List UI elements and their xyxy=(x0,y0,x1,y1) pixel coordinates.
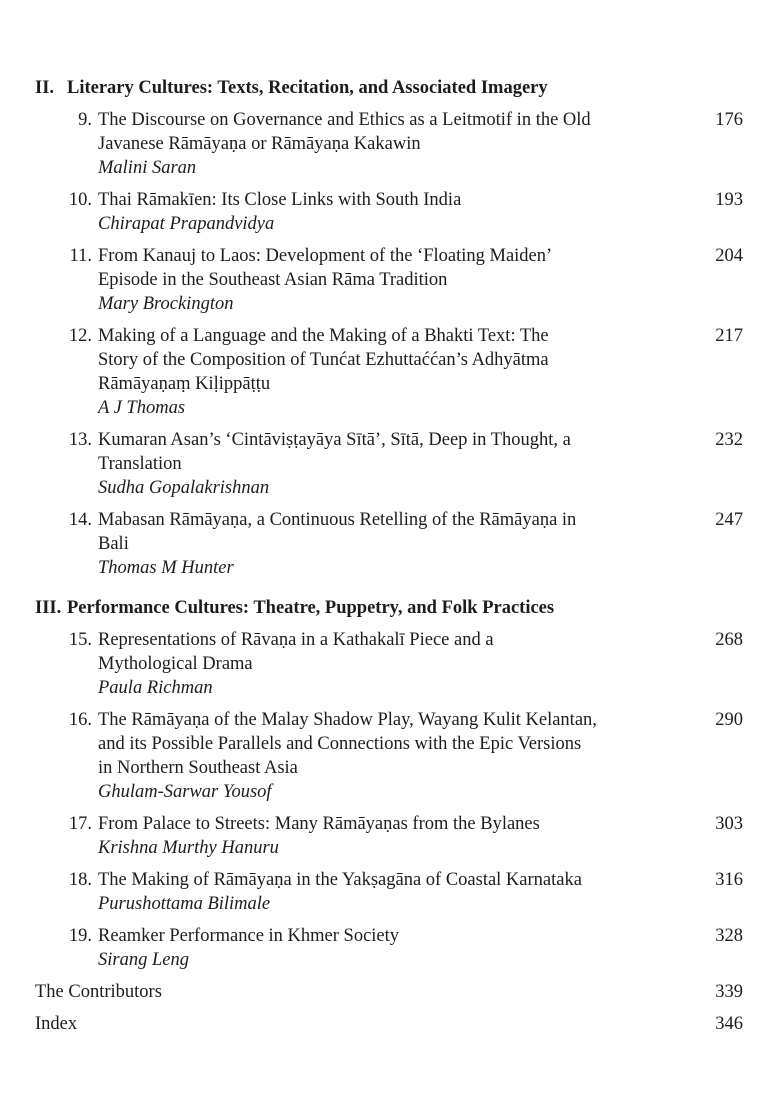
chapter-title-line: Rāmāyaṇaṃ Kiḷippāṭṭu xyxy=(98,374,271,394)
chapter-title-line: Translation xyxy=(98,454,182,474)
chapter-body xyxy=(0,628,780,700)
chapter-number: 17. xyxy=(68,814,92,834)
page-number: 339 xyxy=(715,982,743,1002)
part-heading xyxy=(0,76,780,100)
chapter-body xyxy=(0,708,780,804)
chapter-body xyxy=(0,188,780,236)
page-number: 290 xyxy=(715,710,743,730)
chapter-title-line: Bali xyxy=(98,534,129,554)
chapter-body xyxy=(0,428,780,500)
toc-entry[interactable] xyxy=(0,188,780,236)
chapter-author: Purushottama Bilimale xyxy=(98,894,271,914)
back-matter-entry[interactable] xyxy=(0,980,780,1004)
chapter-title-line: Story of the Composition of Tunćat Ezhuttaććan’s Adhyātma xyxy=(98,350,549,370)
chapter-author: Malini Saran xyxy=(98,158,197,178)
chapter-author: Sirang Leng xyxy=(98,950,189,970)
chapter-number: 16. xyxy=(68,710,92,730)
chapter-title-line: Javanese Rāmāyaṇa or Rāmāyaṇa Kakawin xyxy=(98,134,421,154)
part-title: Performance Cultures: Theatre, Puppetry, and Folk Practices xyxy=(67,598,555,618)
chapter-title-line: Episode in the Southeast Asian Rāma Tradition xyxy=(98,270,448,290)
chapter-title-line: and its Possible Parallels and Connections with the Epic Versions xyxy=(98,734,582,754)
toc-entry[interactable] xyxy=(0,108,780,180)
page-number: 346 xyxy=(715,1014,743,1034)
chapter-body xyxy=(0,324,780,420)
chapter-author: Paula Richman xyxy=(98,678,213,698)
part-heading xyxy=(0,596,780,620)
part-numeral: II. xyxy=(35,78,55,98)
part-title: Literary Cultures: Texts, Recitation, and Associated Imagery xyxy=(67,78,548,98)
chapter-number: 13. xyxy=(68,430,92,450)
chapter-title-line: From Palace to Streets: Many Rāmāyaṇas from the Bylanes xyxy=(98,814,540,834)
chapter-body xyxy=(0,868,780,916)
chapter-number: 11. xyxy=(69,246,92,266)
page-number: 204 xyxy=(715,246,743,266)
chapter-author: Krishna Murthy Hanuru xyxy=(98,838,279,858)
chapter-title-line: The Rāmāyaṇa of the Malay Shadow Play, Wayang Kulit Kelantan, xyxy=(98,710,597,730)
chapter-number: 15. xyxy=(68,630,92,650)
chapter-body xyxy=(0,108,780,180)
chapter-title-line: Kumaran Asan’s ‘Cintāviṣṭayāya Sītā’, Sītā, Deep in Thought, a xyxy=(98,430,571,450)
toc-entry[interactable] xyxy=(0,812,780,860)
page-number: 176 xyxy=(715,110,743,130)
chapter-author: Mary Brockington xyxy=(98,294,234,314)
chapter-number: 12. xyxy=(68,326,92,346)
toc-entry[interactable] xyxy=(0,244,780,316)
chapter-title-line: Reamker Performance in Khmer Society xyxy=(98,926,400,946)
chapter-title-line: Representations of Rāvaṇa in a Kathakalī Piece and a xyxy=(98,630,494,650)
chapter-title-line: From Kanauj to Laos: Development of the ‘Floating Maiden’ xyxy=(98,246,553,266)
chapter-title-line: Making of a Language and the Making of a Bhakti Text: The xyxy=(98,326,549,346)
page-number: 217 xyxy=(715,326,743,346)
chapter-body xyxy=(0,812,780,860)
chapter-author: Thomas M Hunter xyxy=(98,558,234,578)
page-number: 303 xyxy=(715,814,743,834)
chapter-author: Chirapat Prapandvidya xyxy=(98,214,275,234)
page-number: 247 xyxy=(715,510,743,530)
chapter-body xyxy=(0,924,780,972)
page-number: 268 xyxy=(715,630,743,650)
chapter-title-line: Thai Rāmakīen: Its Close Links with South India xyxy=(98,190,462,210)
part-numeral: III. xyxy=(35,598,62,618)
page-number: 193 xyxy=(715,190,743,210)
toc-entry[interactable] xyxy=(0,508,780,580)
toc-entry[interactable] xyxy=(0,324,780,420)
chapter-author: Sudha Gopalakrishnan xyxy=(98,478,270,498)
toc-entry[interactable] xyxy=(0,924,780,972)
chapter-number: 14. xyxy=(68,510,92,530)
toc-entry[interactable] xyxy=(0,628,780,700)
chapter-number: 18. xyxy=(68,870,92,890)
chapter-number: 19. xyxy=(68,926,92,946)
toc-entry[interactable] xyxy=(0,428,780,500)
chapter-title-line: Mythological Drama xyxy=(98,654,253,674)
chapter-title-line: in Northern Southeast Asia xyxy=(98,758,298,778)
chapter-author: A J Thomas xyxy=(98,398,186,418)
page-number: 316 xyxy=(715,870,743,890)
back-matter-title: The Contributors xyxy=(35,982,162,1002)
back-matter-entry[interactable] xyxy=(0,1012,780,1036)
toc-entry[interactable] xyxy=(0,708,780,804)
chapter-title-line: The Discourse on Governance and Ethics as a Leitmotif in the Old xyxy=(98,110,591,130)
page-number: 232 xyxy=(715,430,743,450)
chapter-author: Ghulam-Sarwar Yousof xyxy=(98,782,272,802)
chapter-number: 10. xyxy=(68,190,92,210)
chapter-number: 9. xyxy=(78,110,92,130)
page-number: 328 xyxy=(715,926,743,946)
back-matter-title: Index xyxy=(35,1014,78,1034)
chapter-title-line: The Making of Rāmāyaṇa in the Yakṣagāna of Coastal Karnataka xyxy=(98,870,582,890)
toc-entry[interactable] xyxy=(0,868,780,916)
chapter-body xyxy=(0,508,780,580)
chapter-body xyxy=(0,244,780,316)
chapter-title-line: Mabasan Rāmāyaṇa, a Continuous Retelling of the Rāmāyaṇa in xyxy=(98,510,577,530)
